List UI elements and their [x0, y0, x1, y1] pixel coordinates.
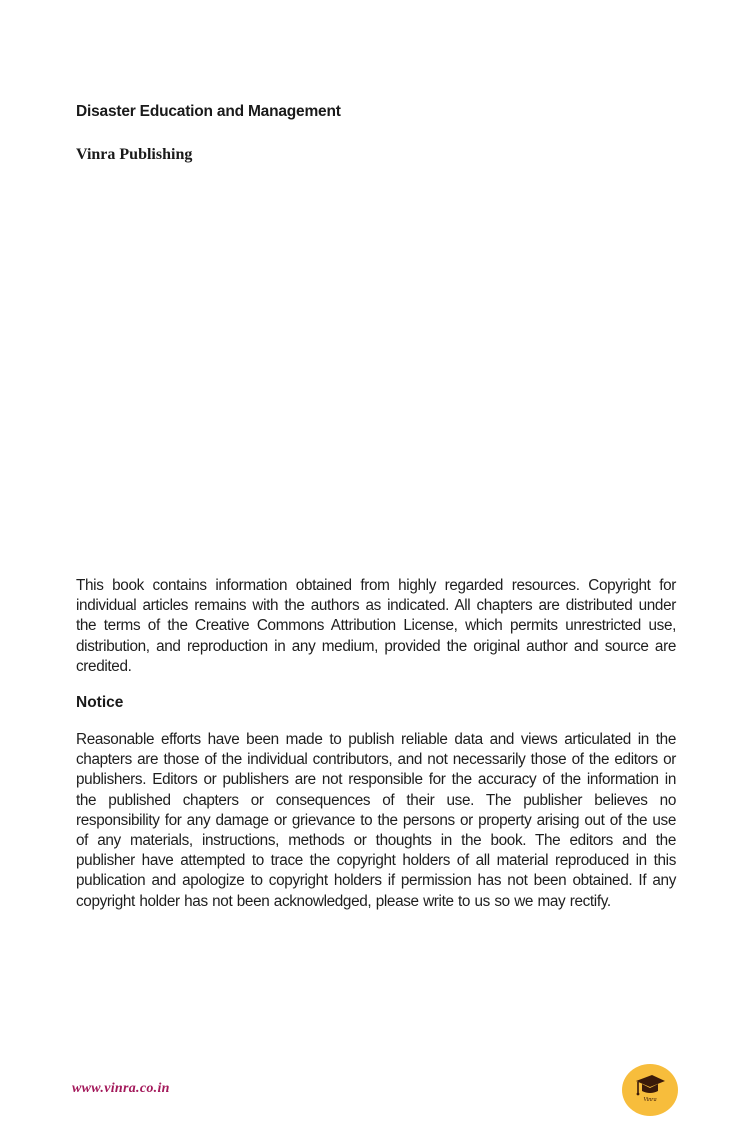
publisher-name: Vinra Publishing: [76, 146, 193, 163]
logo-text: Vinra: [643, 1097, 657, 1103]
publisher-logo: [622, 1064, 678, 1116]
copyright-paragraph: This book contains information obtained from highly regarded resources. Copyright for individual articles remains with the authors as indicated. All chapters are distributed under the terms of the Creative Commons Attribution License, which permits unrestricted use, distribution, and reproduction in any medium, provided the original author and source are credited.: [76, 577, 676, 675]
footer-website-link[interactable]: www.vinra.co.in: [72, 1081, 170, 1096]
notice-heading: Notice: [76, 694, 124, 711]
book-title: Disaster Education and Management: [76, 103, 341, 120]
graduation-cap-icon: [634, 1073, 666, 1097]
notice-paragraph: Reasonable efforts have been made to publish reliable data and views articulated in the chapters are those of the individual contributors, and not necessarily those of the editors or publishers. Editors or publishers are not responsible for the accuracy of the information in the published chapters or consequences of their use. The publisher believes no responsibility for any damage or grievance to the persons or property arising out of the use of any materials, instructions, methods or thoughts in the book. The editors and the publisher have attempted to trace the copyright holders of all material reproduced in this publication and apologize to copyright holders if permission has not been obtained. If any copyright holder has not been acknowledged, please write to us so we may rectify.: [76, 731, 676, 910]
